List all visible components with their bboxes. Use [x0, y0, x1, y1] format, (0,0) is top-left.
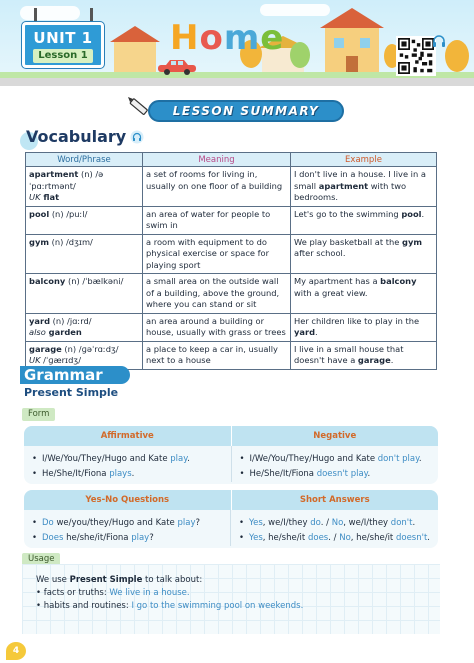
- audio-icon[interactable]: [130, 130, 144, 144]
- example-keyword: apartment: [318, 180, 369, 191]
- word: apartment: [29, 169, 79, 179]
- headphones-icon: [432, 34, 446, 48]
- yes-no-questions-heading: Yes-No Questions: [24, 490, 232, 510]
- road-strip: [0, 78, 474, 86]
- affirmative-heading: Affirmative: [24, 426, 232, 446]
- tree-illustration: [290, 42, 310, 68]
- usage-content: [36, 574, 303, 613]
- short-answers-heading: Short Answers: [299, 495, 370, 505]
- affirmative-line: • He/She/It/Fiona plays.: [32, 469, 135, 479]
- word: garage: [29, 343, 62, 354]
- word-cell: [26, 274, 143, 314]
- word-cell: [26, 206, 143, 234]
- word-cell: [26, 341, 143, 369]
- example-keyword: balcony: [380, 276, 417, 286]
- page-number: 4: [6, 642, 26, 660]
- word-variant-label: UK: [29, 192, 41, 202]
- word-cell: [26, 167, 143, 207]
- lesson-summary-badge: [148, 100, 344, 122]
- example-cell: We play basketball at the gym after school.: [291, 234, 437, 274]
- title-letter: H: [170, 18, 200, 58]
- negative-line: • I/We/You/They/Hugo and Kate don't play.: [239, 454, 422, 464]
- meaning-cell: an area of water for people to swim in: [143, 206, 291, 234]
- page-title: [170, 18, 284, 58]
- word-pronunciation: (n) /dʒɪm/: [49, 236, 93, 247]
- unit-label: UNIT 1: [33, 29, 93, 47]
- column-header-word: Word/Phrase: [26, 153, 143, 167]
- example-keyword: yard: [294, 327, 316, 337]
- affirmative-line: • I/We/You/They/Hugo and Kate play.: [32, 454, 190, 464]
- word-pronunciation: (n) /əˈpɑːrtmənt/: [29, 169, 104, 191]
- meaning-cell: a small area on the outside wall of a building, above the ground, where you can stand or sit: [143, 274, 291, 314]
- word-variant: garden: [45, 327, 82, 337]
- word-cell: [26, 313, 143, 341]
- vocabulary-heading: Vocabulary: [26, 127, 127, 146]
- column-header-meaning: Meaning: [143, 153, 291, 167]
- example-keyword: garage: [357, 355, 391, 365]
- table-row: [26, 206, 437, 234]
- unit-sign: [22, 22, 104, 68]
- vocabulary-table: [25, 152, 437, 370]
- negative-heading: Negative: [313, 431, 357, 441]
- usage-intro: We use Present Simple to talk about:: [36, 575, 203, 585]
- usage-item: • facts or truths: We live in a house.: [36, 588, 190, 598]
- word: gym: [29, 236, 49, 247]
- cloud: [20, 6, 80, 20]
- short-answer-line: • Yes, we/I/they do. / No, we/I/they don't.: [239, 518, 416, 528]
- example-keyword: pool: [401, 208, 422, 219]
- meaning-cell: a place to keep a car in, usually next to a house: [143, 341, 291, 369]
- house-illustration: [320, 8, 384, 76]
- word-pronunciation: (n) /puːl/: [49, 208, 88, 219]
- example-cell: I don't live in a house. I live in a small apartment with two bedrooms.: [291, 167, 437, 207]
- lesson-label: Lesson 1: [33, 49, 93, 63]
- word: pool: [29, 208, 50, 219]
- example-cell: Let's go to the swimming pool.: [291, 206, 437, 234]
- table-row: [26, 313, 437, 341]
- example-cell: I live in a small house that doesn't have a garage.: [291, 341, 437, 369]
- grammar-topic: Present Simple: [24, 386, 119, 399]
- short-answer-line: • Yes, he/she/it does. / No, he/she/it doesn't.: [239, 533, 430, 543]
- title-letter: o: [199, 18, 224, 58]
- question-line: • Do we/you/they/Hugo and Kate play?: [32, 518, 201, 528]
- affirmative-negative-box: [24, 426, 438, 484]
- usage-tag: Usage: [22, 553, 60, 566]
- word-variant: flat: [40, 192, 60, 202]
- qr-code-icon[interactable]: [396, 36, 436, 76]
- title-letter: m: [223, 18, 261, 58]
- house-illustration: [110, 26, 160, 76]
- lesson-summary-title: LESSON SUMMARY: [172, 104, 320, 118]
- word-cell: [26, 234, 143, 274]
- question-line: • Does he/she/it/Fiona play?: [32, 533, 154, 543]
- form-tag: Form: [22, 408, 55, 421]
- example-keyword: gym: [402, 236, 423, 247]
- example-cell: Her children like to play in the yard.: [291, 313, 437, 341]
- table-header-row: [26, 153, 437, 167]
- grammar-heading: Grammar: [24, 366, 103, 384]
- meaning-cell: a room with equipment to do physical exercise or space for playing sport: [143, 234, 291, 274]
- usage-item: • habits and routines: I go to the swimming pool on weekends.: [36, 601, 304, 611]
- car-icon: [156, 59, 198, 75]
- questions-answers-box: [24, 490, 438, 548]
- word-variant: /ˈɡærɪdʒ/: [40, 355, 81, 365]
- word-pronunciation: (n) /ˈbælkəni/: [65, 276, 124, 286]
- word: yard: [29, 315, 51, 326]
- lesson-summary-banner: [126, 94, 356, 124]
- table-row: [26, 234, 437, 274]
- tree-illustration: [445, 40, 469, 72]
- word: balcony: [29, 276, 66, 286]
- column-header-example: Example: [291, 153, 437, 167]
- example-cell: My apartment has a balcony with a great view.: [291, 274, 437, 314]
- word-pronunciation: (n) /ɡəˈrɑːdʒ/: [61, 343, 119, 354]
- word-variant-label: also: [29, 327, 46, 337]
- table-row: [26, 341, 437, 369]
- meaning-cell: an area around a building or house, usually with grass or trees: [143, 313, 291, 341]
- title-letter: e: [260, 18, 285, 58]
- word-pronunciation: (n) /jɑːrd/: [50, 315, 92, 326]
- negative-line: • He/She/It/Fiona doesn't play.: [239, 469, 371, 479]
- meaning-cell: a set of rooms for living in, usually on one floor of a building: [143, 167, 291, 207]
- table-row: [26, 274, 437, 314]
- word-variant-label: UK: [29, 355, 41, 365]
- table-row: [26, 167, 437, 207]
- pencil-icon: [126, 94, 150, 118]
